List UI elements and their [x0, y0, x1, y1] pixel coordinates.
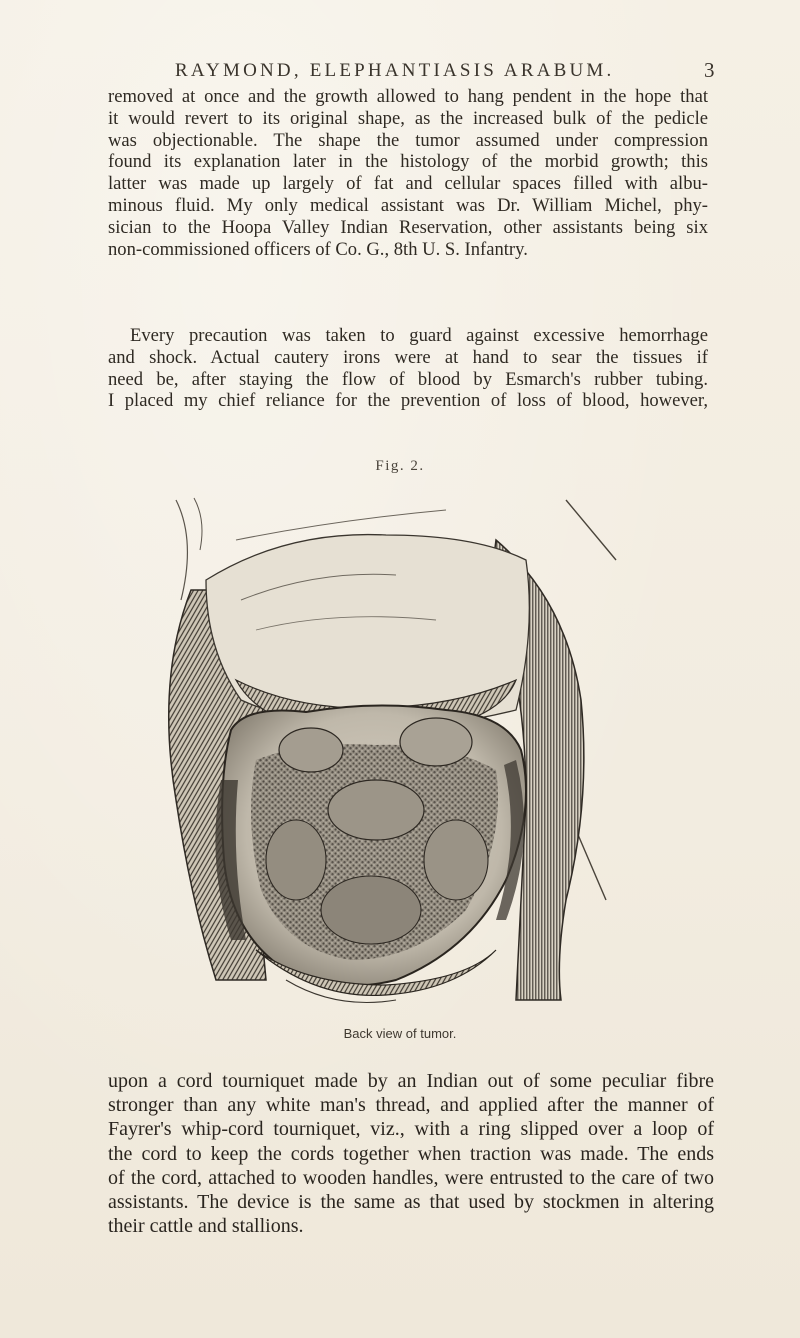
text-line: the cord to keep the cords together when traction was made. The ends [108, 1142, 714, 1165]
text-line: was objectionable. The shape the tumor assumed under compression [108, 129, 708, 151]
text-line: found its explanation later in the histology of the morbid growth; this [108, 151, 708, 173]
text-line: it would revert to its original shape, as the increased bulk of the pedicle [108, 107, 708, 129]
text-line: their cattle and stallions. [108, 1215, 304, 1238]
running-head [0, 60, 800, 86]
tumor-illustration [136, 480, 626, 1020]
text-line: Fayrer's whip-cord tourniquet, viz., with a ring slipped over a loop of [108, 1118, 714, 1141]
figure-label: Fig. 2. [375, 458, 425, 474]
paragraph-1 [108, 86, 708, 260]
text-line: and shock. Actual cautery irons were at hand to sear the tissues if [108, 346, 708, 368]
sketch-line [176, 500, 187, 600]
text-line: I placed my chief reliance for the prevention of loss of blood, however, [108, 390, 708, 412]
paragraph-2 [108, 325, 708, 412]
paragraph-3 [108, 1069, 714, 1238]
text-line: assistants. The device is the same as that used by stockmen in altering [108, 1191, 714, 1214]
engraving-svg [136, 480, 626, 1020]
text-line: non-commissioned officers of Co. G., 8th U. S. Infantry. [108, 238, 528, 260]
text-line: Every precaution was taken to guard against excessive hemorrhage [130, 325, 708, 346]
text-line: of the cord, attached to wooden handles, were entrusted to the care of two [108, 1166, 714, 1189]
text-line: sician to the Hoopa Valley Indian Reservation, other assistants being six [108, 216, 708, 238]
running-title: RAYMOND, ELEPHANTIASIS ARABUM. [175, 60, 615, 81]
text-line: latter was made up largely of fat and cellular spaces filled with albu- [108, 173, 708, 195]
text-line: need be, after staying the flow of blood by Esmarch's rubber tubing. [108, 368, 708, 390]
text-line: upon a cord tourniquet made by an Indian out of some peculiar fibre [108, 1070, 714, 1092]
text-line: stronger than any white man's thread, and applied after the manner of [108, 1094, 714, 1117]
text-line: minous fluid. My only medical assistant was Dr. William Michel, phy- [108, 194, 708, 216]
page-number: 3 [704, 58, 715, 82]
text-line: removed at once and the growth allowed to hang pendent in the hope that [108, 86, 708, 107]
figure-caption: Back view of tumor. [343, 1026, 457, 1041]
